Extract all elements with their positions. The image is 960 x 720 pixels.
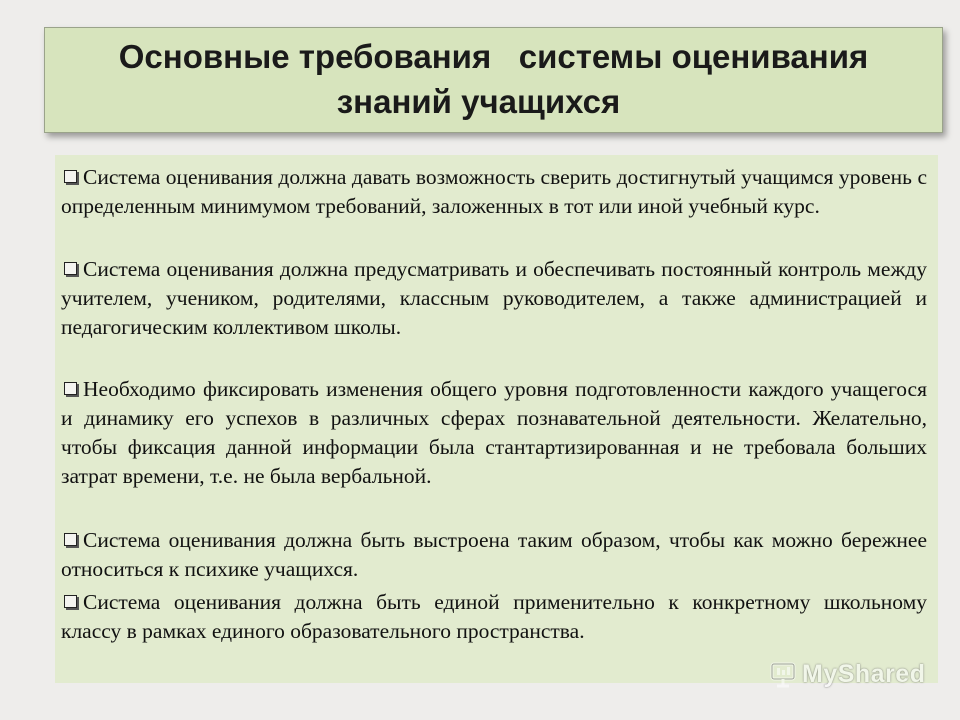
list-item-text: Система оценивания должна быть единой применительно к конкретному школьному классу в рамках единого образовательного пространства. (61, 590, 927, 643)
list-item-text: Система оценивания должна давать возможность сверить достигнутый учащимся уровень с определенным минимумом требований, заложенных в тот или иной учебный курс. (61, 165, 927, 218)
checkbox-bullet-icon (64, 595, 77, 608)
checkbox-bullet-icon (64, 382, 77, 395)
list-item (61, 526, 927, 584)
list-item-text: Система оценивания должна предусматривать и обеспечивать постоянный контроль между учителем, учеником, родителями, классным руководителем, а также администрацией и педагогическим коллективом школы. (61, 257, 927, 339)
presentation-board-icon (768, 659, 798, 689)
title-box (44, 27, 943, 133)
checkbox-bullet-icon (64, 262, 77, 275)
slide-title-line-2: знаний учащихся (336, 83, 621, 120)
slide-title-line-1: Основные требования системы оценивания (118, 38, 869, 75)
watermark (768, 658, 925, 690)
content-box (55, 155, 938, 683)
list-item-text: Необходимо фиксировать изменения общего уровня подготовленности каждого учащегося и динамику его успехов в различных сферах познавательной деятельности. Желательно, чтобы фиксация данной информации была стантартизированная и не требовала больших затрат времени, т.е. не была вербальной. (61, 377, 927, 488)
list-item (61, 588, 927, 646)
watermark-text: MyShared (802, 659, 926, 688)
list-item (61, 375, 927, 491)
checkbox-bullet-icon (64, 533, 77, 546)
list-item-text: Система оценивания должна быть выстроена таким образом, чтобы как можно бережнее относиться к психике учащихся. (61, 528, 927, 581)
checkbox-bullet-icon (64, 170, 77, 183)
list-item (61, 163, 927, 221)
list-item (61, 255, 927, 342)
